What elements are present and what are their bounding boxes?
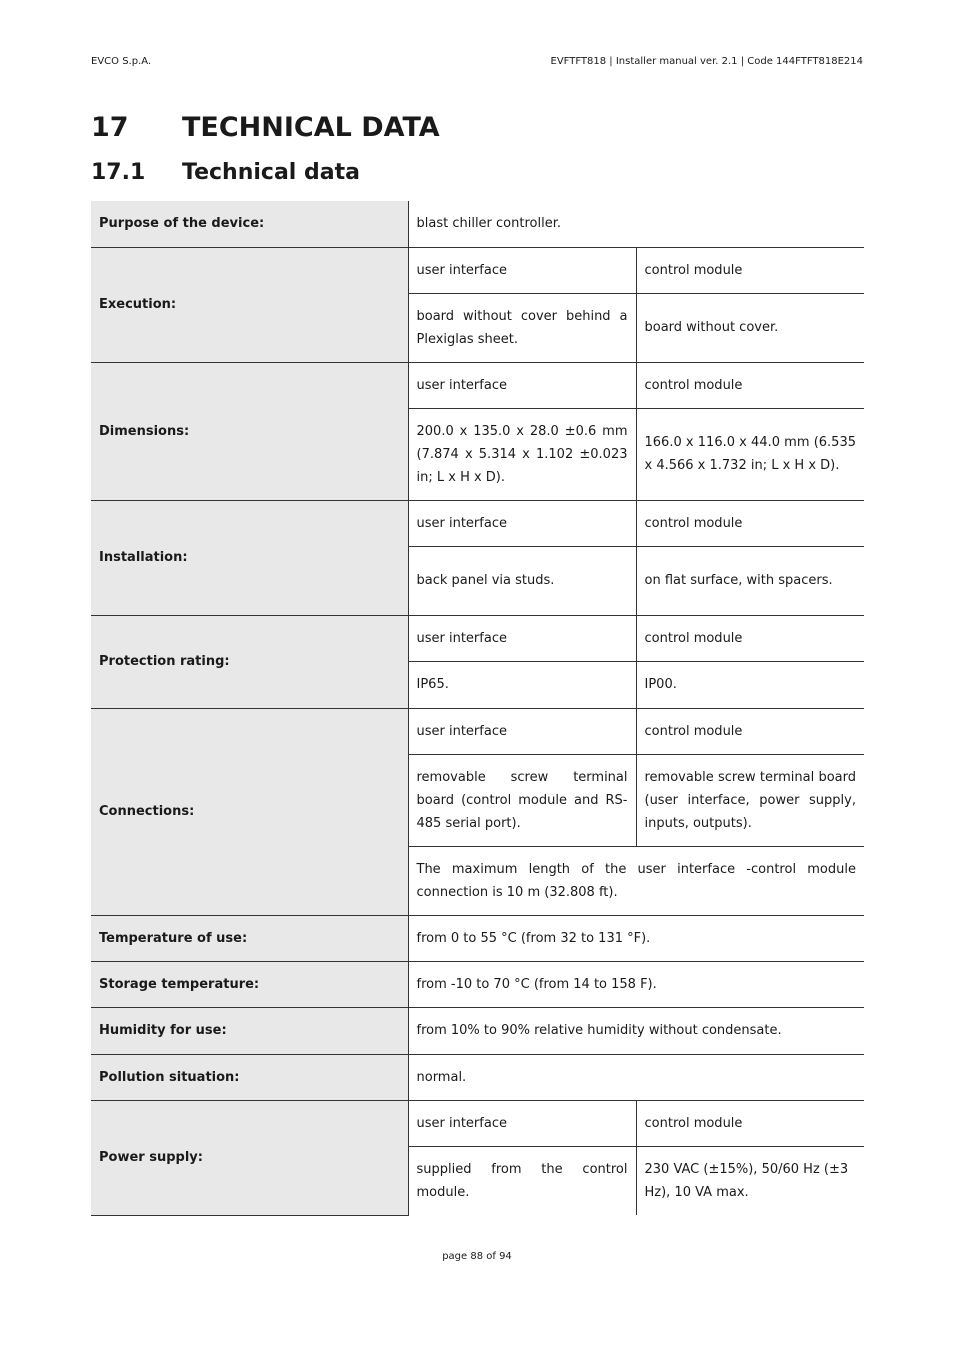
row-power-supply (91, 1100, 864, 1146)
header-company: EVCO S.p.A. (91, 56, 152, 67)
power-ui-value: supplied from the control module. (408, 1146, 636, 1215)
connections-ui-value: removable screw terminal board (control module and RS-485 serial port). (408, 754, 636, 846)
power-ui-head: user interface (408, 1100, 636, 1146)
temp-use-value: from 0 to 55 °C (from 32 to 131 °F). (408, 915, 864, 961)
connections-note: The maximum length of the user interface -control module connection is 10 m (32.808 ft). (408, 846, 864, 915)
dimensions-label: Dimensions: (91, 362, 408, 500)
power-cm-head: control module (636, 1100, 864, 1146)
humidity-value: from 10% to 90% relative humidity without condensate. (408, 1007, 864, 1054)
row-pollution (91, 1054, 864, 1100)
page-number: page 88 of 94 (442, 1251, 512, 1262)
temp-use-label: Temperature of use: (91, 915, 408, 961)
section-number: 17.1 (91, 160, 146, 185)
dimensions-ui-head: user interface (408, 362, 636, 408)
connections-cm-head: control module (636, 708, 864, 754)
row-humidity (91, 1007, 864, 1054)
chapter-title: TECHNICAL DATA (182, 112, 440, 143)
connections-cm-value: removable screw terminal board (user interface, power supply, inputs, outputs). (636, 754, 864, 846)
row-connections (91, 708, 864, 754)
execution-cm-head: control module (636, 247, 864, 293)
protection-cm-head: control module (636, 615, 864, 661)
section-heading (91, 160, 360, 185)
installation-ui-head: user interface (408, 500, 636, 546)
installation-ui-value: back panel via studs. (408, 546, 636, 615)
execution-label: Execution: (91, 247, 408, 362)
connections-label: Connections: (91, 708, 408, 915)
chapter-heading (91, 112, 440, 143)
installation-label: Installation: (91, 500, 408, 615)
protection-label: Protection rating: (91, 615, 408, 708)
execution-cm-value: board without cover. (636, 293, 864, 362)
dimensions-cm-value: 166.0 x 116.0 x 44.0 mm (6.535 x 4.566 x 1.732 in; L x H x D). (636, 408, 864, 500)
protection-ui-value: IP65. (408, 661, 636, 708)
row-dimensions (91, 362, 864, 408)
connections-ui-head: user interface (408, 708, 636, 754)
power-label: Power supply: (91, 1100, 408, 1215)
row-installation (91, 500, 864, 546)
purpose-label: Purpose of the device: (91, 201, 408, 247)
protection-ui-head: user interface (408, 615, 636, 661)
protection-cm-value: IP00. (636, 661, 864, 708)
storage-temp-label: Storage temperature: (91, 961, 408, 1007)
installation-cm-head: control module (636, 500, 864, 546)
header-doc-ref: EVFTFT818 | Installer manual ver. 2.1 | Code 144FTFT818E214 (550, 56, 863, 67)
row-purpose (91, 201, 864, 247)
power-cm-value: 230 VAC (±15%), 50/60 Hz (±3 Hz), 10 VA max. (644, 1161, 849, 1200)
humidity-label: Humidity for use: (91, 1007, 408, 1054)
execution-ui-head: user interface (408, 247, 636, 293)
pollution-label: Pollution situation: (91, 1054, 408, 1100)
dimensions-ui-value: 200.0 x 135.0 x 28.0 ±0.6 mm (7.874 x 5.314 x 1.102 ±0.023 in; L x H x D). (408, 408, 636, 500)
row-storage-temperature (91, 961, 864, 1007)
pollution-value: normal. (408, 1054, 864, 1100)
technical-data-table (91, 201, 864, 1216)
purpose-value: blast chiller controller. (408, 201, 864, 247)
section-title: Technical data (182, 160, 360, 185)
chapter-number: 17 (91, 112, 129, 143)
dimensions-cm-head: control module (636, 362, 864, 408)
row-temperature-of-use (91, 915, 864, 961)
execution-ui-value: board without cover behind a Plexiglas sheet. (408, 293, 636, 362)
row-execution (91, 247, 864, 293)
installation-cm-value: on flat surface, with spacers. (636, 546, 864, 615)
storage-temp-value: from -10 to 70 °C (from 14 to 158 F). (408, 961, 864, 1007)
row-protection (91, 615, 864, 661)
